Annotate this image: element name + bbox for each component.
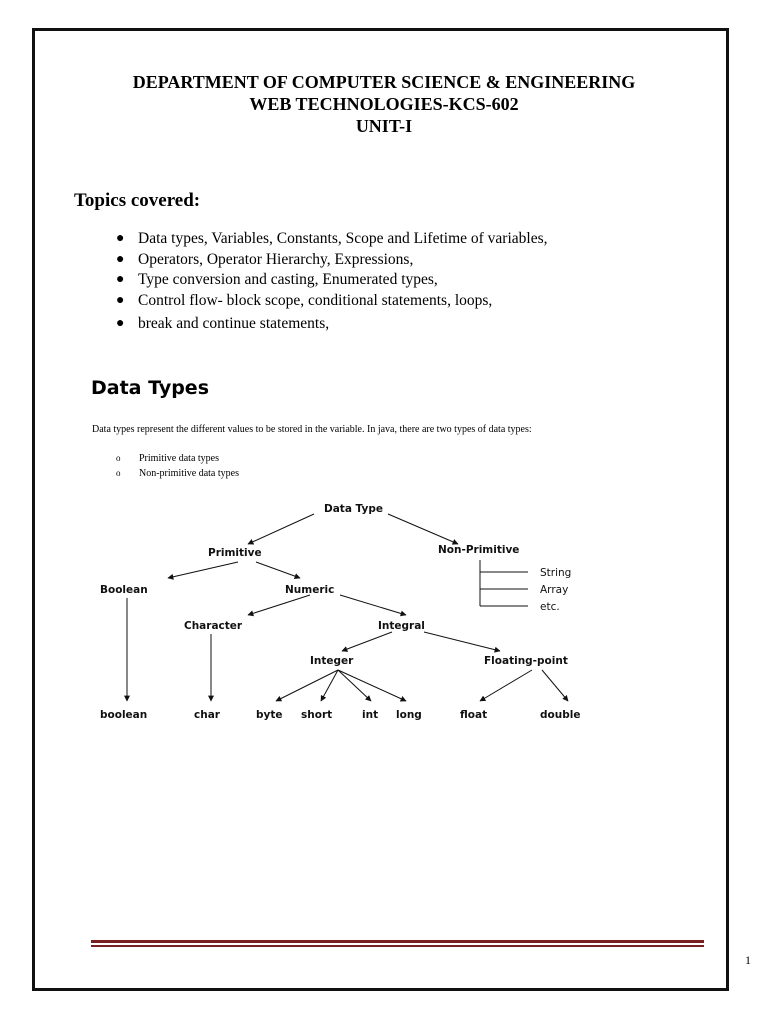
node-primitive: Primitive [208, 547, 262, 559]
circle-bullet-icon: o [116, 468, 121, 478]
edge-integer-long [338, 670, 406, 701]
edge-integral-integer [342, 632, 392, 651]
leaf-short: short [301, 709, 333, 721]
data-type-diagram [88, 500, 608, 730]
list-item: o Non-primitive data types [116, 468, 239, 479]
topics-list [116, 229, 548, 335]
leaf-float: float [460, 709, 488, 721]
non-primitive-etc: etc. [540, 601, 560, 613]
department-title: DEPARTMENT OF COMPUTER SCIENCE & ENGINEERING [132, 72, 636, 92]
leaf-char: char [194, 709, 220, 721]
circle-bullet-icon: o [116, 453, 121, 463]
edge-integer-byte [276, 670, 338, 701]
node-character: Character [184, 620, 243, 632]
edge-floating-double [542, 670, 568, 701]
node-floating-point: Floating-point [484, 655, 568, 667]
data-types-heading: Data Types [91, 377, 209, 399]
edge-root-primitive [248, 514, 314, 544]
edge-floating-float [480, 670, 532, 701]
non-primitive-array: Array [540, 584, 569, 596]
edge-numeric-character [248, 595, 310, 615]
footer-rule [91, 940, 704, 943]
node-non-primitive: Non-Primitive [438, 544, 520, 556]
leaf-boolean: boolean [100, 709, 148, 721]
node-boolean: Boolean [100, 584, 148, 596]
document-header [0, 71, 768, 137]
list-item: ● Operators, Operator Hierarchy, Expressions, [116, 250, 548, 271]
list-item: ● Control flow- block scope, conditional statements, loops, [116, 291, 548, 312]
edge-integer-int [338, 670, 371, 701]
edge-primitive-boolean [168, 562, 238, 578]
leaf-double: double [540, 709, 581, 721]
list-item: ● break and continue statements, [116, 314, 548, 335]
bullet-icon: ● [116, 292, 125, 308]
node-integer: Integer [310, 655, 354, 667]
data-types-description: Data types represent the different values to be stored in the variable. In java, there are two types of data types: [92, 424, 532, 435]
data-type-kinds-list [116, 451, 239, 481]
topics-heading: Topics covered: [74, 190, 201, 211]
edge-primitive-numeric [256, 562, 300, 578]
page-number: 1 [745, 953, 751, 967]
leaf-int: int [362, 709, 379, 721]
list-item: o Primitive data types [116, 453, 219, 464]
footer-rule-thin [91, 945, 704, 947]
unit-title: UNIT-I [355, 116, 413, 136]
edge-root-non-primitive [388, 514, 458, 544]
node-numeric: Numeric [285, 584, 335, 596]
leaf-byte: byte [256, 709, 283, 721]
bullet-icon: ● [116, 316, 125, 331]
non-primitive-string: String [540, 567, 572, 579]
node-integral: Integral [378, 620, 425, 632]
bullet-icon: ● [116, 272, 125, 287]
leaf-long: long [396, 709, 422, 721]
edge-numeric-integral [340, 595, 406, 615]
bullet-icon: ● [116, 231, 125, 246]
course-title: WEB TECHNOLOGIES-KCS-602 [249, 94, 519, 114]
bullet-icon: ● [116, 251, 125, 267]
node-data-type: Data Type [324, 503, 383, 515]
edge-integral-floating-point [424, 632, 500, 651]
list-item: ● Type conversion and casting, Enumerated types, [116, 270, 548, 291]
list-item: ● Data types, Variables, Constants, Scope and Lifetime of variables, [116, 229, 548, 250]
